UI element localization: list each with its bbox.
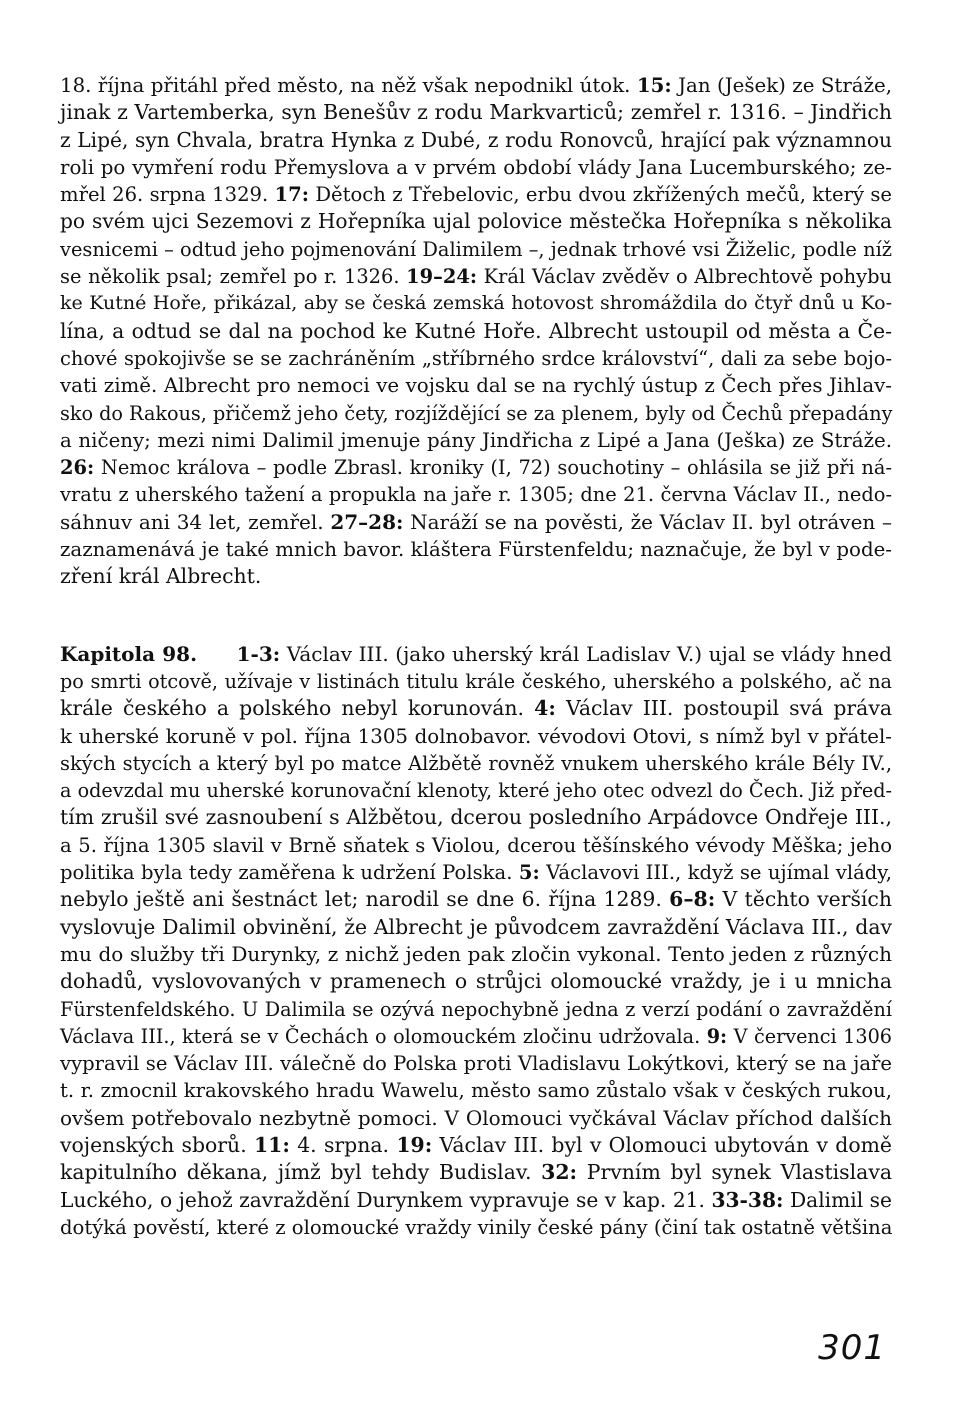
text-line <box>60 777 892 804</box>
text-line <box>60 236 892 263</box>
line-text: Nemoc králova – podle Zbrasl. kroniky (I, 72) souchotiny – ohlásila se již při ná‑ <box>94 456 892 480</box>
line-text: politika byla tedy zaměřena k udržení Polska. <box>60 861 519 885</box>
text-line <box>60 536 892 563</box>
line-text: Dalimil se <box>783 1187 892 1212</box>
verse-ref: 19: <box>396 1132 433 1157</box>
text-line <box>60 1077 892 1104</box>
verse-ref: 6–8: <box>669 887 716 912</box>
line-text: ovšem potřebovalo nezbytně pomoci. V Olomouci vyčkával Václav příchod dalších <box>60 1105 892 1130</box>
line-text: Václav III. postoupil svá práva <box>555 696 893 721</box>
verse-ref: 32: <box>541 1160 578 1185</box>
line-text: V červenci 1306 <box>727 1024 893 1048</box>
verse-ref: 19–24: <box>406 265 477 289</box>
verse-ref: 5: <box>518 861 540 885</box>
text-line <box>60 481 892 508</box>
line-text: Václava III., která se v Čechách o olomouckém zločinu udržovala. <box>60 1024 707 1048</box>
intro-section <box>60 72 892 591</box>
text-line <box>60 1187 892 1214</box>
text-line <box>60 1105 892 1132</box>
line-text: sáhnuv ani 34 let, zemřel. <box>60 509 331 534</box>
line-text: z Lipé, syn Chvala, bratra Hynka z Dubé, z rodu Ronovců, hrající pak významnou <box>60 127 892 152</box>
line-text: vypravil se Václav III. válečně do Polska proti Vladislavu Lokýtkovi, který se na jaře <box>60 1052 892 1076</box>
line-text: zření král Albrecht. <box>60 564 262 589</box>
line-text: ke Kutné Hoře, přikázal, aby se česká zemská hotovost shromáždila do čtyř dnů u Ko‑ <box>60 292 892 315</box>
line-text: krále českého a polského nebyl korunován. <box>60 696 535 721</box>
line-text: po svém ujci Sezemovi z Hořepníka ujal polovice městečka Hořepníka s několika <box>60 209 892 234</box>
line-text: a odevzdal mu uherské korunovační klenoty, které jeho otec odvezl do Čech. Již před‑ <box>60 779 892 803</box>
text-line <box>60 1214 892 1241</box>
text-line <box>60 1132 892 1159</box>
verse-ref: 26: <box>60 456 95 480</box>
text-line <box>60 804 892 831</box>
text-line <box>60 509 892 536</box>
text-line <box>60 208 892 235</box>
text-line <box>60 668 892 695</box>
line-text: roli po vymření rodu Přemyslova a v prvém období vlády Jana Lucemburského; ze‑ <box>60 155 892 179</box>
line-text: mřel 26. srpna 1329. <box>60 183 275 207</box>
line-text: Naráží se na pověsti, že Václav II. byl otráven – <box>403 509 893 534</box>
text-line <box>60 372 892 399</box>
verse-ref: 11: <box>253 1132 290 1157</box>
text-line <box>60 968 892 995</box>
chapter-heading: Kapitola 98. <box>60 641 198 666</box>
chapter-heading-line <box>60 641 892 668</box>
line-text: Fürstenfeldského. U Dalimila se ozývá nepochybně jedna z verzí podání o zavraždění <box>60 997 892 1021</box>
line-text: zaznamenává je také mnich bavor. kláštera Fürstenfeldu; naznačuje, že byl v pode‑ <box>60 538 892 562</box>
text-line <box>60 318 892 345</box>
line-text: Václav III. (jako uherský král Ladislav V.) ujal se vlády hned <box>280 641 892 666</box>
text-line <box>60 996 892 1023</box>
text-line <box>60 1023 892 1050</box>
line-text: Luckého, o jehož zavraždění Durynkem vypravuje se v kap. 21. <box>60 1187 712 1212</box>
line-text: tím zrušil své zasnoubení s Alžbětou, dcerou posledního Arpádovce Ondřeje III., <box>60 805 892 830</box>
text-line <box>60 127 892 154</box>
line-text: ských stycích a který byl po matce Alžbětě rovněž vnukem uherského krále Bély IV., <box>60 751 892 775</box>
text-line <box>60 750 892 777</box>
verse-ref: 9: <box>706 1024 728 1048</box>
line-text: Dětoch z Třebelovic, erbu dvou zkřížených mečů, který se <box>309 183 892 207</box>
line-text: chové spokojivše se se zachráněním „stříbrného srdce království“, dali za sebe bojo‑ <box>60 346 892 370</box>
line-text: lína, a odtud se dal na pochod ke Kutné Hoře. Albrecht ustoupil od města a Če‑ <box>60 318 892 343</box>
line-text: Král Václav zvěděv o Albrechtově pohybu <box>476 265 893 289</box>
text-line <box>60 723 892 750</box>
line-text: vati zimě. Albrecht pro nemoci ve vojsku dal se na rychlý ústup z Čech přes Jihlav‑ <box>60 374 892 398</box>
line-text: vesnicemi – odtud jeho pojmenování Dalimilem –, jednak trhové vsi Žiželic, podle níž <box>60 237 892 261</box>
line-text: kapitulního děkana, jímž byl tehdy Budislav. <box>60 1160 542 1185</box>
text-line <box>60 345 892 372</box>
text-line <box>60 886 892 913</box>
line-text: dohadů, vyslovovaných v pramenech o strůjci olomoucké vraždy, je i u mnicha <box>60 969 892 994</box>
verse-ref: 17: <box>274 183 310 207</box>
verse-ref: 27–28: <box>330 509 404 534</box>
line-text: t. r. zmocnil krakovského hradu Wawelu, město samo zůstalo však v českých rukou, <box>60 1079 892 1103</box>
text-line <box>60 263 892 290</box>
line-text: jinak z Vartemberka, syn Benešův z rodu Markvarticů; zemřel r. 1316. – Jindřich <box>60 100 892 125</box>
text-line <box>60 914 892 941</box>
text-line <box>60 400 892 427</box>
text-line <box>60 290 892 317</box>
line-text: po smrti otcově, užívaje v listinách titulu krále českého, uherského a polského, ač na <box>60 669 892 693</box>
text-line <box>60 454 892 481</box>
verse-ref: 33-38: <box>711 1187 784 1212</box>
line-text: Václav III. byl v Olomouci ubytován v domě <box>432 1132 892 1157</box>
text-line <box>60 154 892 181</box>
verse-ref: 1-3: <box>236 641 281 666</box>
page-number: 301 <box>818 1328 886 1368</box>
line-text: a 5. října 1305 slavil v Brně sňatek s Violou, dcerou těšínského vévody Měška; jeho <box>60 833 892 857</box>
text-line <box>60 427 892 454</box>
text-line <box>60 72 892 99</box>
line-text: vyslovuje Dalimil obvinění, že Albrecht je původcem zavraždění Václava III., dav <box>60 914 892 939</box>
line-text: se několik psal; zemřel po r. 1326. <box>60 265 407 289</box>
text-line <box>60 99 892 126</box>
line-text: mu do služby tři Durynky, z nichž jeden pak zločin vykonal. Tento jeden z různých <box>60 941 892 966</box>
text-line <box>60 181 892 208</box>
line-text: dotýká pověstí, které z olomoucké vraždy vinily české pány (činí tak ostatně většina <box>60 1215 893 1239</box>
text-line <box>60 941 892 968</box>
line-text: vojenských sborů. <box>60 1132 254 1157</box>
text-line <box>60 1159 892 1186</box>
line-text: nebylo ještě ani šestnáct let; narodil se dne 6. října 1289. <box>60 887 670 912</box>
text-line <box>60 695 892 722</box>
line-text: a ničeny; mezi nimi Dalimil jmenuje pány Jindřicha z Lipé a Jana (Ješka) ze Stráže. <box>60 428 892 452</box>
line-text: k uherské koruně v pol. října 1305 dolnobavor. vévodovi Otovi, s nímž byl v přátel‑ <box>60 724 892 748</box>
text-line <box>60 1050 892 1077</box>
line-text: Jan (Ješek) ze Stráže, <box>671 74 892 97</box>
text-line <box>60 859 892 886</box>
line-text: 4. srpna. <box>289 1132 397 1157</box>
line-text: 18. října přitáhl před město, na něž však nepodnikl útok. <box>60 74 637 97</box>
line-text: Prvním byl synek Vlastislava <box>577 1160 893 1185</box>
line-text: vratu z uherského tažení a propukla na jaře r. 1305; dne 21. června Václav II., nedo‑ <box>60 483 892 507</box>
text-line <box>60 832 892 859</box>
chapter-section <box>60 641 892 1242</box>
verse-ref: 15: <box>636 73 672 97</box>
text-page <box>60 72 892 1241</box>
section-gap <box>60 591 892 641</box>
text-line <box>60 563 892 590</box>
line-text: sko do Rakous, přičemž jeho čety, rozjíždějící se za plenem, byly od Čechů přepadány <box>60 401 893 425</box>
line-text: V těchto verších <box>715 887 892 912</box>
line-text: Václavovi III., když se ujímal vlády, <box>539 861 893 885</box>
verse-ref: 4: <box>534 696 556 721</box>
